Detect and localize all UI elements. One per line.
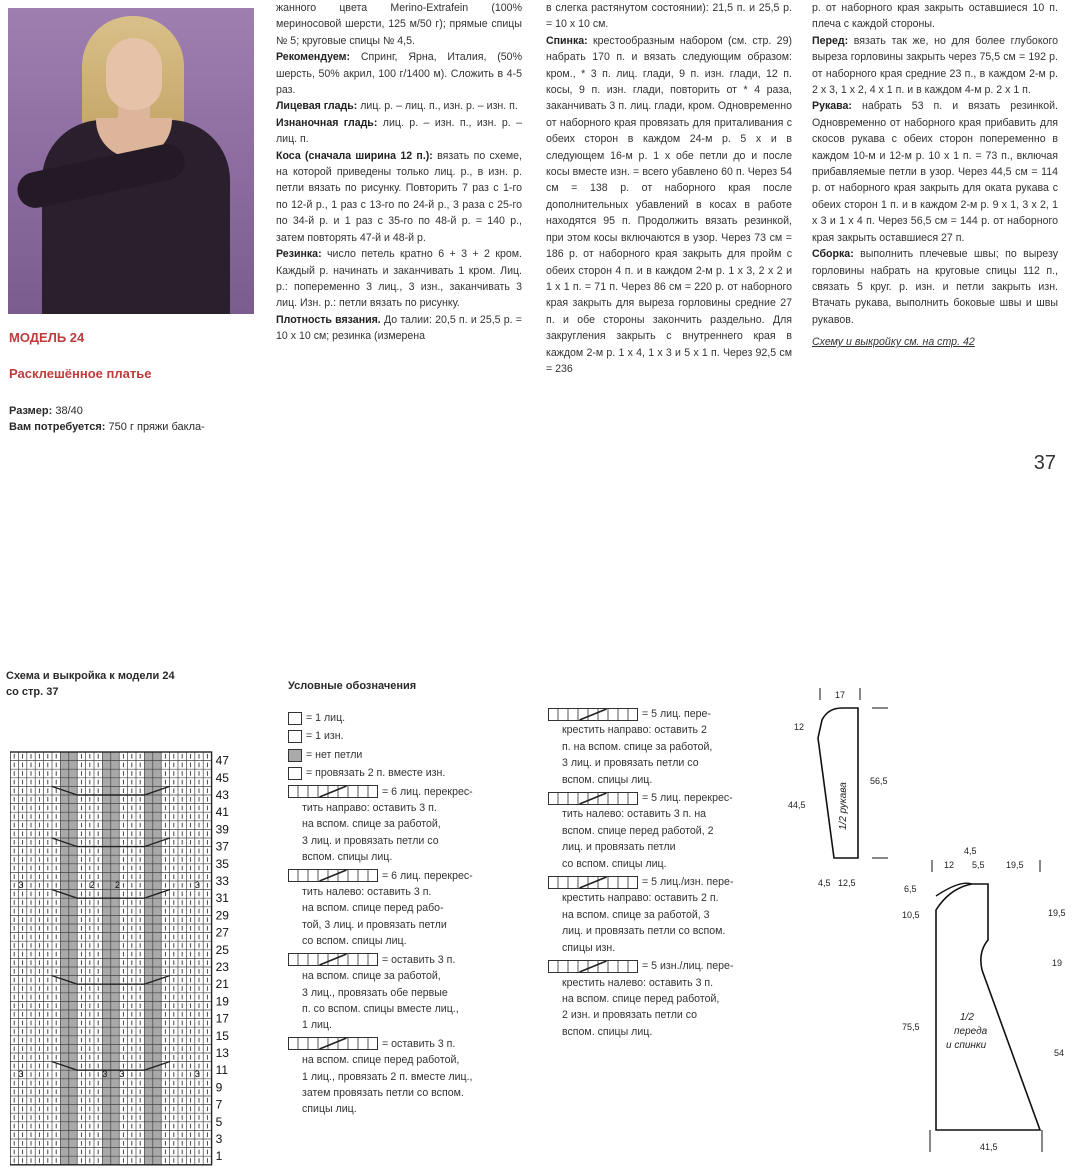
- sleeve-dim: 17: [835, 690, 846, 700]
- paragraph: Рекомендуем: Спринг, Ярна, Италия, (50% шерсть, 50% акрил, 100 г/1400 м). Сложить в 4-5 раз.: [276, 51, 522, 97]
- chart-row-number: 29: [215, 908, 229, 923]
- body-label: 1/2: [960, 1012, 974, 1023]
- body-label: переда: [954, 1026, 988, 1037]
- chart-row-number: 11: [215, 1063, 229, 1078]
- legend-symbol-icon: [288, 785, 378, 798]
- chart-row-number: 31: [215, 891, 229, 906]
- chart-cell-mark: 2: [89, 880, 95, 890]
- body-dim: 75,5: [902, 1022, 920, 1032]
- paragraph: Рукава: набрать 53 п. и вязать резинкой. Одновременно от наборного края прибавить для скосов рукава с обеих сторон попеременно в каждом 10-м и 12-м р. 10 х 1 п. = 73 п., включая прибавляемые петли в узор. Через 44,5 см = 114 р. от наборного края закрыть для оката рукава с обеих сторон 1 п. и в каждом 2-м р. 9 х 1, 3 х 2, 1 х 3 и 1 х 4 п. Через 56,5 см = 144 р. от наборного края закрыть оставшиеся 27 п.: [812, 100, 1058, 244]
- legend-item: = нет петли: [288, 747, 536, 763]
- body-dim: 4,5: [964, 846, 977, 856]
- chart-row-number: 23: [215, 960, 229, 974]
- body-label: и спинки: [946, 1040, 987, 1051]
- sleeve-dim: 4,5: [818, 878, 831, 888]
- legend-symbol-icon: [288, 1037, 378, 1050]
- chart-row-number: 21: [215, 977, 229, 992]
- paragraph: в слегка растянутом состоянии): 21,5 п. и 25,5 р. = 10 х 10 см.: [546, 2, 792, 31]
- legend-symbol-icon: [288, 712, 302, 725]
- paragraph: Плотность вязания. До талии: 20,5 п. и 25,5 р. = 10 х 10 см; резинка (измерена: [276, 313, 522, 343]
- chart-row-number: 9: [215, 1080, 223, 1095]
- body-dim: 5,5: [972, 860, 985, 870]
- legend-item: = 5 лиц. перекрес- тить налево: оставить 3 п. на вспом. спице перед работой, 2 лиц. и провязать петли со вспом. спицы лиц.: [548, 790, 788, 872]
- chart-cell-mark: 3: [194, 1069, 200, 1080]
- legend-symbol-icon: [288, 730, 302, 743]
- paragraph: Резинка: число петель кратно 6 + 3 + 2 кром. Каждый р. начинать и заканчивать 1 кром. Лиц. р.: попеременно 3 лиц., 3 изн., заканчивать 3 лиц. Изн. р.: петли вязать по рисунку.: [276, 248, 522, 310]
- sleeve-dim: 12,5: [838, 878, 856, 888]
- sleeve-dim: 44,5: [788, 800, 806, 810]
- legend-item: = 6 лиц. перекрес- тить налево: оставить 3 п. на вспом. спице перед рабо- той, 3 лиц. и провязать петли со вспом. спицы лиц.: [288, 868, 536, 950]
- scheme-title: Схема и выкройка к модели 24 со стр. 37: [6, 670, 175, 698]
- model-photo: [8, 8, 254, 314]
- chart-row-number: 35: [215, 856, 229, 871]
- legend-symbol-icon: [548, 708, 638, 721]
- paragraph: жанного цвета Merino-Extrafein (100% мериносовой шерсти, 125 м/50 г); прямые спицы № 5; круговые спицы № 4,5.: [276, 2, 522, 47]
- size-and-materials: Размер: 38/40 Вам потребуется: 750 г пряжи бакла-: [9, 405, 205, 433]
- legend-symbol-icon: [288, 869, 378, 882]
- chart-row-number: 15: [215, 1028, 229, 1043]
- text-column-1: [276, 0, 522, 345]
- sleeve-dim: 56,5: [870, 776, 888, 786]
- paragraph: Коса (сначала ширина 12 п.): вязать по схеме, на которой приведены только лиц. р., в изн. р. петли вязать по рисунку. Повторить 7 раз с 1-го по 12-й р., 1 раз с 13-го по 24-й р., 3 раза с 25-го по 34-й р. и 1 раз с 35-го по 48-й р. = 140 р., затем повторять 47-й и 48-й р.: [276, 149, 522, 244]
- page-number: 37: [1033, 452, 1056, 474]
- legend-item: = 5 лиц. пере- крестить направо: оставить 2 п. на вспом. спице за работой, 3 лиц. и провязать петли со вспом. спицы лиц.: [548, 706, 788, 788]
- legend-symbol-icon: [288, 749, 302, 762]
- legend-symbol-icon: [548, 876, 638, 889]
- paragraph: Сборка: выполнить плечевые швы; по вырезу горловины набрать на круговые спицы 112 п., связать 5 круг. р. изн. и петли закрыть изн. Втачать рукава, выполнить боковые швы и швы рукавов.: [812, 248, 1058, 326]
- chart-cell-mark: 3: [119, 1069, 125, 1080]
- body-schematic: [880, 840, 1070, 1160]
- legend-item: = 5 изн./лиц. пере- крестить налево: оставить 3 п. на вспом. спице перед работой, 2 изн. и провязать петли со вспом. спицы лиц.: [548, 958, 788, 1040]
- sleeve-schematic: [780, 680, 890, 890]
- chart-row-number: 33: [215, 874, 229, 888]
- chart-row-number: 39: [215, 822, 229, 837]
- paragraph: Изнаночная гладь: лиц. р. – изн. п., изн. р. – лиц. п.: [276, 116, 522, 146]
- legend-left: [288, 710, 536, 1120]
- body-dim: 12: [944, 860, 955, 870]
- chart-row-number: 41: [215, 805, 229, 820]
- legend-item: = оставить 3 п. на вспом. спице за работой, 3 лиц., провязать обе первые п. со вспом. спицы вместе лиц., 1 лиц.: [288, 952, 536, 1034]
- chart-row-number: 43: [215, 788, 229, 802]
- model-name: Расклешённое платье: [9, 366, 152, 381]
- model-label: МОДЕЛЬ 24: [9, 330, 85, 345]
- chart-row-number: 25: [215, 942, 229, 957]
- paragraph: Лицевая гладь: лиц. р. – лиц. п., изн. р. – изн. п.: [276, 100, 518, 113]
- chart-row-number: 13: [215, 1046, 229, 1060]
- legend-item: = оставить 3 п. на вспом. спице перед работой, 1 лиц., провязать 2 п. вместе лиц., затем провязать петли со вспом. спицы лиц.: [288, 1036, 536, 1118]
- chart-cell-mark: 3: [18, 1069, 24, 1080]
- legend-item: = провязать 2 п. вместе изн.: [288, 765, 536, 781]
- text-column-2: [546, 0, 792, 377]
- chart-cell-mark: 3: [194, 880, 200, 890]
- cable-chart: [10, 750, 246, 1170]
- body-dim: 10,5: [902, 910, 920, 920]
- body-dim: 54: [1054, 1048, 1065, 1058]
- chart-row-number: 19: [215, 994, 229, 1009]
- body-dim: 6,5: [904, 884, 917, 894]
- legend-symbol-icon: [548, 960, 638, 973]
- text-column-3: [812, 0, 1058, 351]
- chart-row-number: 47: [215, 753, 229, 768]
- legend-item: = 1 лиц.: [288, 710, 536, 726]
- body-dim: 19: [1052, 958, 1063, 968]
- chart-row-number: 17: [215, 1011, 229, 1026]
- legend-title: Условные обозначения: [288, 680, 417, 692]
- legend-item: = 5 лиц./изн. пере- крестить направо: оставить 2 п. на вспом. спице за работой, 3 лиц. и провязать петли со вспом. спицы изн.: [548, 874, 788, 956]
- body-dim: 19,5: [1048, 908, 1066, 918]
- legend-item: = 1 изн.: [288, 728, 536, 744]
- chart-row-number: 27: [215, 925, 229, 940]
- chart-row-number: 3: [215, 1132, 223, 1146]
- pattern-link[interactable]: Схему и выкройку см. на стр. 42: [812, 336, 975, 349]
- paragraph: Перед: вязать так же, но для более глубокого выреза горловины закрыть через 75,5 см = 192 р. от наборного края средние 23 п., в каждом 2-м р. 2 х 3, 1 х 2, 4 х 1 п. и в каждом 4-м р. 2 х 1 п.: [812, 34, 1058, 97]
- sleeve-dim: 12: [794, 722, 805, 732]
- legend-item: = 6 лиц. перекрес- тить направо: оставить 3 п. на вспом. спице за работой, 3 лиц. и провязать петли со вспом. спицы лиц.: [288, 784, 536, 866]
- legend-symbol-icon: [288, 953, 378, 966]
- chart-cell-mark: 2: [115, 880, 121, 890]
- legend-symbol-icon: [288, 767, 302, 780]
- chart-cell-mark: 3: [18, 880, 24, 890]
- chart-row-number: 45: [215, 770, 229, 785]
- chart-row-number: 5: [215, 1114, 223, 1129]
- chart-cell-mark: 3: [102, 1069, 108, 1080]
- legend-right: [548, 706, 788, 1042]
- body-dim: 41,5: [980, 1142, 998, 1152]
- legend-symbol-icon: [548, 792, 638, 805]
- paragraph: Спинка: крестообразным набором (см. стр. 29) набрать 170 п. и вязать следующим образом: кром., * 3 п. лиц. глади, 9 п. изн. глади, 12 п. косы, 9 п. изн. глади, повторить от * 4 раза, заканчивать 3 п. лиц. глади, кром. Одновременно от наборного края провязать для приталивания с обеих сторон в каждом 24-м р. 5 х и в следующем 16-м р. 1 х обе петли до и после косы вместе изн. = всего убавлено 60 п. Через 54 см = 138 р. от наборного края после дополнительных убавлений в косах в работе находятся 95 п. Продолжить вязать резинкой, при этом косы включаются в узор. Через 73 см = 186 р. от наборного края закрыть для пройм с обеих сторон 4 п. и в каждом 2-м р. 1 х 3, 2 х 2 и 1 х 1 п. = 71 п. Через 86 см = 220 р. от наборного края закрыть для выреза горловины средние 27 п. и обе стороны закончить раздельно. Для закругления закрыть с внутреннего края в каждом 2-м р. 1 х 4, 1 х 3 и 5 х 1 п. Через 92,5 см = 236: [546, 34, 792, 375]
- sleeve-label: 1/2 рукава: [838, 782, 849, 830]
- paragraph: р. от наборного края закрыть оставшиеся 10 п. плеча с каждой стороны.: [812, 2, 1058, 31]
- chart-row-number: 7: [215, 1097, 223, 1112]
- body-dim: 19,5: [1006, 860, 1024, 870]
- chart-row-number: 1: [215, 1149, 223, 1164]
- chart-row-number: 37: [215, 839, 229, 854]
